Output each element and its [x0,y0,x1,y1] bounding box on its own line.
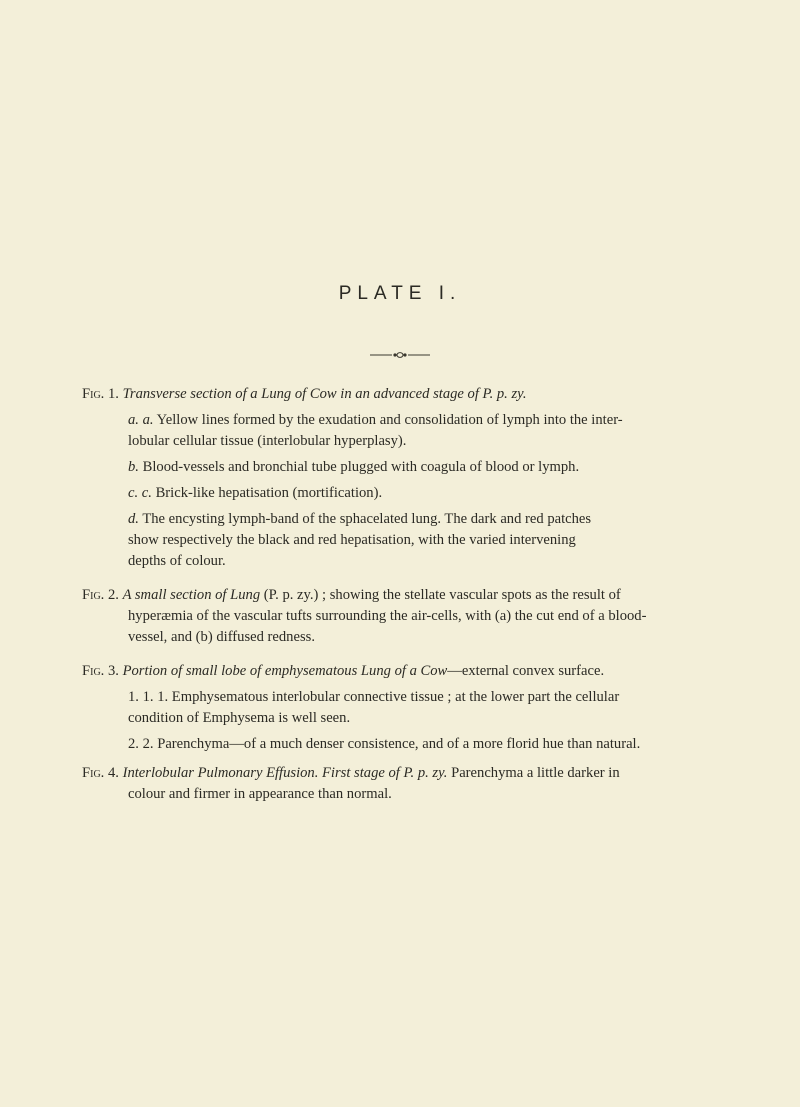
figure-1 [82,384,722,572]
figure-title: Interlobular Pulmonary Effusion. First stage of P. p. zy. [122,765,448,781]
figure-title: Portion of small lobe of emphysematous Lung of a Cow [122,663,448,679]
figure-4: Fig. 4. Interlobular Pulmonary Effusion. First stage of P. p. zy. Parenchyma a little darker in colour and firmer in appearance than normal. [82,765,620,802]
figure-title: A small section of Lung [122,587,261,603]
figure-item: 2. 2. Parenchyma—of a much denser consistence, and of a more florid hue than natural. [128,736,641,752]
plate-title: PLATE I. [338,283,462,304]
figure-3: Fig. 3. Portion of small lobe of emphysematous Lung of a Cow—external convex surface. 1. 1. 1. Emphysematous interlobular connective tissue ; at the lower part the cellular condition of Emphysema is well seen. 2. 2. Parenchyma—of a much denser consistence, and of a more florid hue than natural. [82,661,722,755]
figure-label: Fig. 4. [82,765,119,781]
figure-item: c. c. Brick-like hepatisation (mortification). [128,485,383,501]
figure-item: b. Blood-vessels and bronchial tube plugged with coagula of blood or lymph. [128,459,580,475]
ornament-divider [370,351,430,359]
figure-item: 1. 1. 1. Emphysematous interlobular connective tissue ; at the lower part the cellular condition of Emphysema is well seen. [128,689,620,726]
figure-label: Fig. 3. [82,663,119,679]
figure-label: Fig. 2. [82,587,119,603]
figure-title: Transverse section of a Lung of Cow in an advanced stage of P. p. zy. [122,386,527,402]
figure-label: Fig. 1. [82,386,119,402]
figure-2: Fig. 2. A small section of Lung (P. p. zy.) ; showing the stellate vascular spots as the result of hyperæmia of the vascular tufts surrounding the air-cells, with (a) the cut end of a blood- vessel, and (b) diffused redness. [82,587,647,645]
figure-item: d. The encysting lymph-band of the sphacelated lung. The dark and red patches show respectively the black and red hepatisation, with the varied intervening depths of colour. [128,511,592,569]
plate-description [82,384,722,805]
figure-item: a. a. Yellow lines formed by the exudation and consolidation of lymph into the inter- lobular cellular tissue (interlobular hyperplasy). [128,412,623,449]
